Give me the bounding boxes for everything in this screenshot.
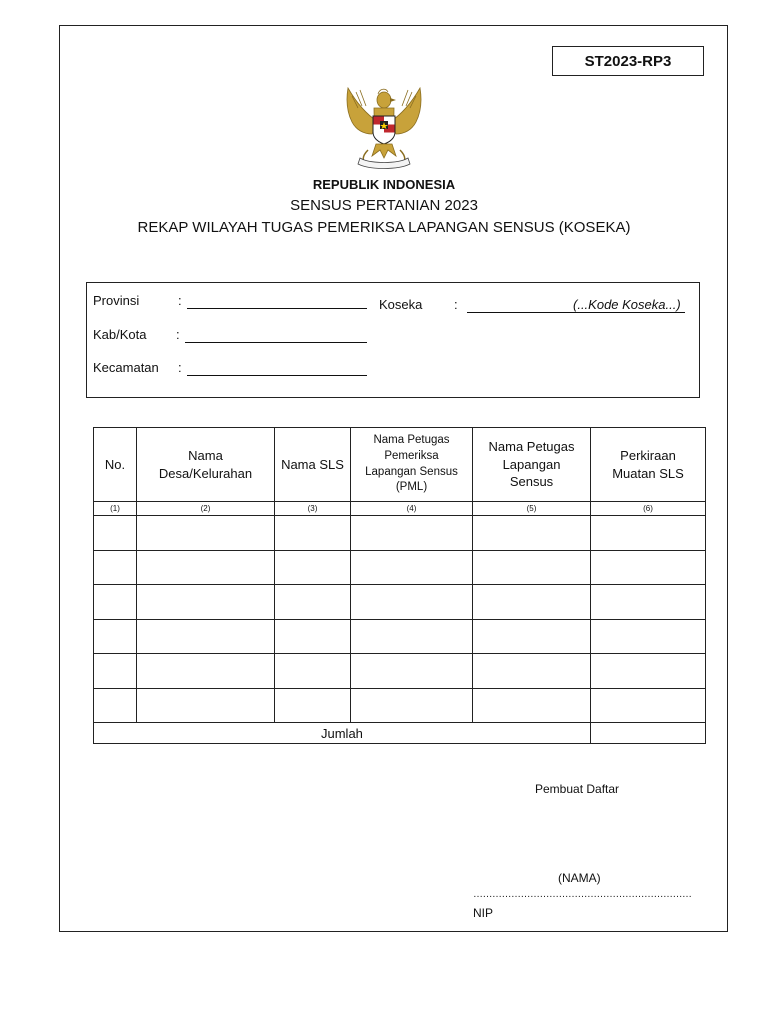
table-cell[interactable] <box>591 550 706 585</box>
location-info-box <box>86 282 700 398</box>
table-row <box>94 619 706 654</box>
nip-label: NIP <box>473 906 494 920</box>
provinsi-field[interactable] <box>187 308 367 309</box>
table-cell[interactable] <box>351 516 473 551</box>
table-cell[interactable] <box>137 516 275 551</box>
total-label: Jumlah <box>94 723 591 744</box>
table-row <box>94 550 706 585</box>
kecamatan-label: Kecamatan <box>93 360 159 375</box>
table-cell[interactable] <box>94 688 137 723</box>
provinsi-colon: : <box>178 293 182 308</box>
table-cell[interactable] <box>137 654 275 689</box>
kabkota-field[interactable] <box>185 342 367 343</box>
header-pml: Nama Petugas Pemeriksa Lapangan Sensus (PML) <box>351 428 473 502</box>
table-cell[interactable] <box>591 619 706 654</box>
header-no: No. <box>94 428 137 502</box>
garuda-emblem-icon <box>338 84 430 170</box>
table-cell[interactable] <box>275 619 351 654</box>
table-cell[interactable] <box>591 585 706 620</box>
table-cell[interactable] <box>473 516 591 551</box>
table-cell[interactable] <box>94 516 137 551</box>
col-number: (5) <box>473 502 591 516</box>
kabkota-label: Kab/Kota <box>93 327 147 342</box>
table-cell[interactable] <box>94 654 137 689</box>
koseka-colon: : <box>454 297 458 312</box>
header-perkiraan-muatan: Perkiraan Muatan SLS <box>591 428 706 502</box>
table-cell[interactable] <box>351 654 473 689</box>
maker-label: Pembuat Daftar <box>535 782 620 796</box>
col-number: (4) <box>351 502 473 516</box>
table-cell[interactable] <box>275 585 351 620</box>
table-cell[interactable] <box>351 688 473 723</box>
table-cell[interactable] <box>473 619 591 654</box>
kabkota-colon: : <box>176 327 180 342</box>
col-number: (3) <box>275 502 351 516</box>
total-row <box>94 723 706 744</box>
provinsi-label: Provinsi <box>93 293 140 308</box>
table-row <box>94 688 706 723</box>
census-heading: SENSUS PERTANIAN 2023 <box>290 197 478 214</box>
table-row <box>94 516 706 551</box>
table-cell[interactable] <box>473 688 591 723</box>
table-cell[interactable] <box>137 688 275 723</box>
table-cell[interactable] <box>275 688 351 723</box>
total-cell[interactable] <box>591 723 706 744</box>
country-heading: REPUBLIK INDONESIA <box>312 177 456 192</box>
kecamatan-field[interactable] <box>187 375 367 376</box>
table-cell[interactable] <box>137 619 275 654</box>
table-cell[interactable] <box>591 516 706 551</box>
table-cell[interactable] <box>591 688 706 723</box>
signature-dotted-line[interactable]: …………………………………………………………… <box>473 889 692 900</box>
col-number: (1) <box>94 502 137 516</box>
header-petugas-lapangan: Nama Petugas Lapangan Sensus <box>473 428 591 502</box>
table-cell[interactable] <box>94 585 137 620</box>
table-cell[interactable] <box>351 550 473 585</box>
table-cell[interactable] <box>275 654 351 689</box>
table-cell[interactable] <box>275 516 351 551</box>
col-number: (2) <box>137 502 275 516</box>
table-cell[interactable] <box>473 585 591 620</box>
table-cell[interactable] <box>94 619 137 654</box>
koseka-code-hint: (...Kode Koseka...) <box>573 297 681 312</box>
koseka-field[interactable] <box>467 312 685 313</box>
table-cell[interactable] <box>351 585 473 620</box>
table-cell[interactable] <box>591 654 706 689</box>
table-cell[interactable] <box>275 550 351 585</box>
table-cell[interactable] <box>137 550 275 585</box>
kecamatan-colon: : <box>178 360 182 375</box>
table-header-row <box>94 428 706 502</box>
table-cell[interactable] <box>351 619 473 654</box>
form-title: REKAP WILAYAH TUGAS PEMERIKSA LAPANGAN SENSUS (KOSEKA) <box>137 219 631 236</box>
header-nama-sls: Nama SLS <box>275 428 351 502</box>
table-cell[interactable] <box>94 550 137 585</box>
header-desa-kelurahan: Nama Desa/Kelurahan <box>137 428 275 502</box>
name-placeholder: (NAMA) <box>558 871 601 885</box>
column-number-row <box>94 502 706 516</box>
koseka-label: Koseka <box>379 297 423 312</box>
recap-table <box>93 427 706 744</box>
table-cell[interactable] <box>137 585 275 620</box>
table-cell[interactable] <box>473 550 591 585</box>
form-code-box: ST2023-RP3 <box>552 46 704 76</box>
table-cell[interactable] <box>473 654 591 689</box>
table-row <box>94 654 706 689</box>
col-number: (6) <box>591 502 706 516</box>
table-row <box>94 585 706 620</box>
